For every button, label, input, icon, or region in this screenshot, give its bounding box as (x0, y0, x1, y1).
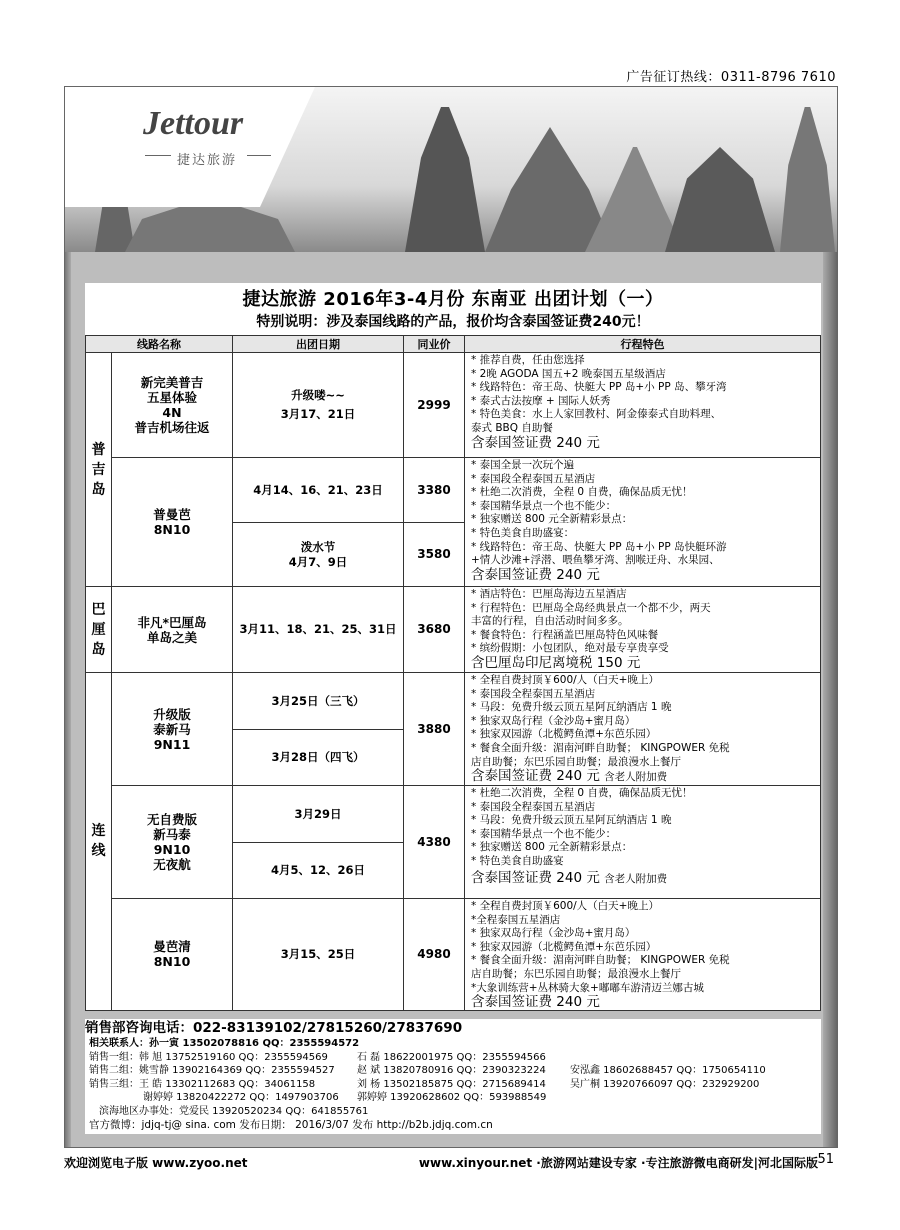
contact-row: 销售二组：姚雪静 13902164369 QQ：2355594527 赵 斌 13820780916 QQ：2390323224 安泓鑫 18602688457 QQ：1750654110 (89, 1065, 766, 1077)
departure-tax: 含巴厘岛印尼离境税 150 元 (471, 654, 641, 671)
route-features: * 全程自费封顶￥600/人（白天+晚上） *全程泰国五星酒店 * 独家双岛行程（金沙岛+蜜月岛） * 独家双园游（北榄鳄鱼潭+东芭乐园） * 餐食全面升级：湄南河畔自助餐； KINGPOWER 免税 店自助餐；东巴乐园自助餐；最浪漫水上餐厅 *大象训练营+丛林骑大象+嘟嘟车游清迈兰娜古城 含泰国签证费 240 元 (465, 899, 821, 1011)
elderly-surcharge-note: 含老人附加费 (604, 771, 668, 784)
weibo-link[interactable]: 官方微博：jdjq-tj@ sina. com 发布日期： 2016/3/07 发布 http://b2b.jdjq.com.cn (89, 1118, 493, 1131)
page-number: 51 (817, 1152, 834, 1167)
departure-date: 升级喽~~ 3月17、21日 (233, 353, 404, 458)
header-features: 行程特色 (465, 336, 821, 353)
sales-hotline: 销售部咨询电话：022-83139102/27815260/27837690 (85, 1020, 463, 1036)
contact-row (85, 1119, 821, 1133)
trade-price: 2999 (404, 353, 465, 458)
special-note: 特别说明：涉及泰国线路的产品，报价均含泰国签证费240元！ (256, 314, 650, 330)
ad-frame (64, 86, 838, 1148)
route-name: 曼芭清 8N10 (112, 899, 233, 1011)
table-row (86, 899, 821, 1011)
footer-right[interactable]: www.xinyour.net ·旅游网站建设专家 ·专注旅游微电商研发|河北国际版 (418, 1156, 818, 1170)
contact-row: 销售三组：王 皓 13302112683 QQ：34061158 刘 杨 13502185875 QQ：2715689414 吴广桐 13920766097 QQ：232929200 (89, 1078, 760, 1090)
visa-fee: 含泰国签证费 240 元 (471, 566, 600, 583)
departure-date: 4月14、16、21、23日 泼水节 4月7、9日 (233, 458, 404, 587)
departure-date: 3月29日 4月5、12、26日 (233, 786, 404, 899)
table-row (86, 786, 821, 899)
route-name: 升级版 泰新马 9N11 (112, 673, 233, 786)
header-route: 线路名称 (86, 336, 233, 353)
tour-plan (85, 283, 821, 1011)
route-name: 普曼芭 8N10 (112, 458, 233, 587)
side-photo-right (823, 252, 837, 1147)
header-price: 同业价 (404, 336, 465, 353)
table-row (86, 587, 821, 673)
brand-subtitle: 捷达旅游 (177, 153, 238, 168)
logo-divider (247, 155, 271, 156)
route-features: * 推荐自费，任由您选择 * 2晚 AGODA 国五+2 晚泰国五星级酒店 * 线路特色：帝王岛、快艇大 PP 岛+小 PP 岛、攀牙湾 * 泰式古法按摩 + 国际人妖秀 * 特色美食：水上人家回教村、阿金傣泰式自助料理、 泰式 BBQ 自助餐 含泰国签证费 240 元 (465, 353, 821, 458)
route-features: * 全程自费封顶￥600/人（白天+晚上） * 泰国段全程泰国五星酒店 * 马段：免费升级云顶五星阿瓦纳酒店 1 晚 * 独家双岛行程（金沙岛+蜜月岛） * 独家双园游（北榄鳄鱼潭+东芭乐园） * 餐食全面升级：湄南河畔自助餐； KINGPOWER 免税 店自助餐；东巴乐园自助餐；最浪漫水上餐厅 含泰国签证费 240 元 含老人附加费 (465, 673, 821, 786)
visa-fee: 含泰国签证费 240 元 含老人附加费 (471, 768, 668, 785)
route-name: 非凡*巴厘岛 单岛之美 (112, 587, 233, 673)
logo-divider (145, 155, 171, 156)
trade-price: 3880 (404, 673, 465, 786)
contact-row: 滨海地区办事处：党爱民 13920520234 QQ：641855761 (99, 1105, 369, 1117)
route-features: * 酒店特色：巴厘岛海边五星酒店 * 行程特色：巴厘岛全岛经典景点一个都不少，两天 丰富的行程，自由活动时间多多。 * 餐食特色：行程涵盖巴厘岛特色风味餐 * 缤纷假期：小包团队，绝对最专享贵享受 含巴厘岛印尼离境税 150 元 (465, 587, 821, 673)
table-row (86, 353, 821, 458)
table-row (86, 458, 821, 587)
trade-price: 4980 (404, 899, 465, 1011)
departure-date: 3月25日（三飞） 3月28日（四飞） (233, 673, 404, 786)
region-phuket: 普吉岛 (86, 353, 112, 587)
ad-hotline: 广告征订热线：0311-8796 7610 (626, 70, 836, 85)
route-name: 新完美普吉 五星体验 4N 普吉机场往返 (112, 353, 233, 458)
trade-price: 3680 (404, 587, 465, 673)
route-name: 无自费版 新马泰 9N10 无夜航 (112, 786, 233, 899)
visa-fee: 含泰国签证费 240 元 含老人附加费 (471, 869, 668, 886)
contact-row: 谢婷婷 13820422272 QQ：1497903706 郭婷婷 13920628602 QQ：593988549 (143, 1092, 547, 1104)
contact-section (85, 1019, 821, 1134)
table-row (86, 673, 821, 786)
page-title: 捷达旅游 2016年3-4月份 东南亚 出团计划（一） (242, 289, 664, 310)
region-bali: 巴厘岛 (86, 587, 112, 673)
tour-table (85, 335, 821, 1011)
contact-row: 相关联系人：孙一寅 13502078816 QQ：2355594572 (89, 1038, 360, 1049)
table-header (86, 336, 821, 353)
trade-price: 3380 3580 (404, 458, 465, 587)
route-features: * 杜绝二次消费，全程 0 自费，确保品质无忧！ * 泰国段全程泰国五星酒店 * 马段：免费升级云顶五星阿瓦纳酒店 1 晚 * 泰国精华景点一个也不能少： * 独家赠送 800 元全新精彩景点： * 特色美食自助盛宴 含泰国签证费 240 元 含老人附加费 (465, 786, 821, 899)
trade-price: 4380 (404, 786, 465, 899)
contact-row: 销售一组：韩 旭 13752519160 QQ：2355594569 石 磊 18622001975 QQ：2355594566 (89, 1051, 546, 1063)
header-date: 出团日期 (233, 336, 404, 353)
banner-image (65, 87, 837, 252)
route-features: * 泰国全景一次玩个遍 * 泰国段全程泰国五星酒店 * 杜绝二次消费，全程 0 自费，确保品质无忧！ * 泰国精华景点一个也不能少： * 独家赠送 800 元全新精彩景点： * 特色美食自助盛宴： * 线路特色：帝王岛、快艇大 PP 岛+小 PP 岛快艇环游 +情人沙滩+浮潜、喂鱼攀牙湾、割喉迂舟、水果园、 含泰国签证费 240 元 (465, 458, 821, 587)
footer-left[interactable]: 欢迎浏览电子版 www.zyoo.net (64, 1156, 248, 1170)
visa-fee: 含泰国签证费 240 元 (471, 994, 600, 1011)
departure-date: 3月15、25日 (233, 899, 404, 1011)
region-combo: 连线 (86, 673, 112, 1011)
brand-logo: Jettour (143, 105, 244, 142)
visa-fee: 含泰国签证费 240 元 (471, 434, 600, 451)
elderly-surcharge-note: 含老人附加费 (604, 872, 668, 885)
side-photo-left (65, 252, 71, 1147)
departure-date: 3月11、18、21、25、31日 (233, 587, 404, 673)
